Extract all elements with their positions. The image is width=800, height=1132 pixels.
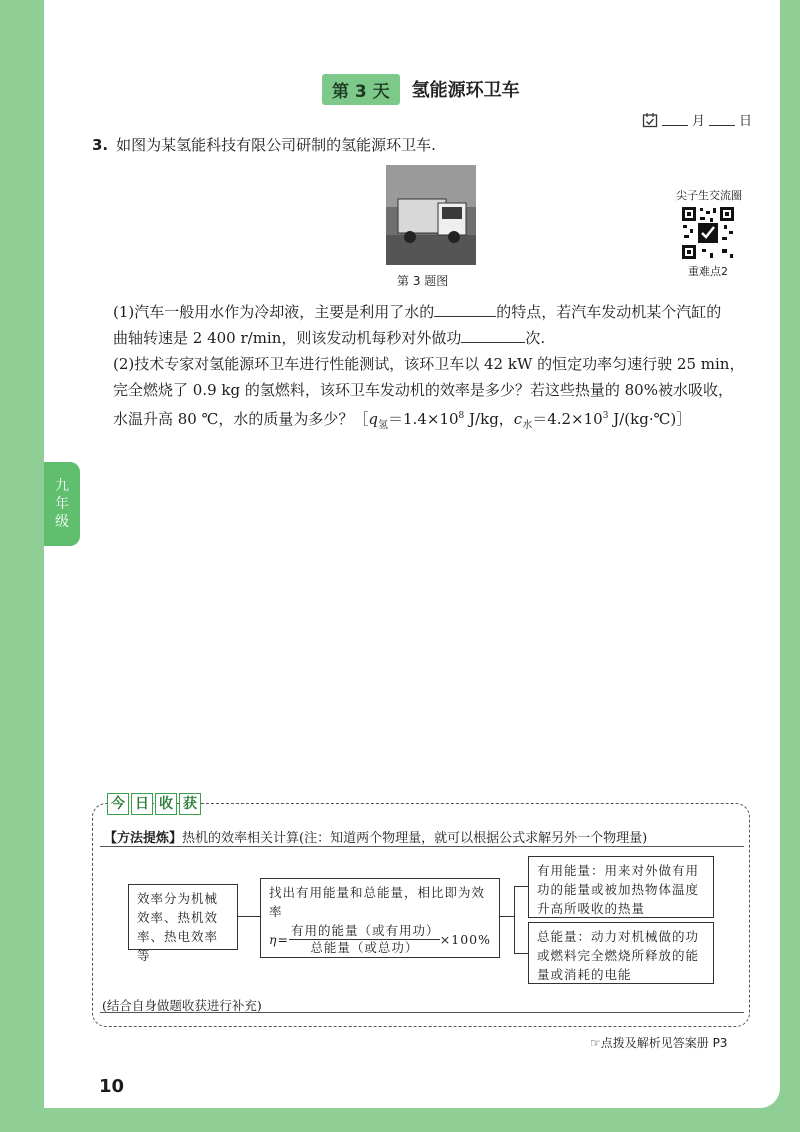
useful-energy-box: 有用能量：用来对外做有用功的能量或被加热物体温度升高所吸收的热量 — [528, 856, 714, 918]
part2-line2: 完全燃烧了 0.9 kg 的氢燃料，该环卫车发动机的效率是多少？若这些热量的 80%被水吸收， — [113, 381, 733, 399]
bracket-connector — [514, 886, 529, 954]
divider — [100, 1012, 744, 1013]
fraction — [289, 923, 440, 956]
question-intro-text: 如图为某氢能科技有限公司研制的氢能源环卫车. — [116, 136, 436, 154]
grade-char: 级 — [55, 514, 69, 530]
c-unit: J/(kg·℃)］ — [608, 410, 692, 428]
efficiency-types-box: 效率分为机械效率、热机效率、热电效率等 — [128, 884, 238, 950]
question-intro — [92, 134, 436, 155]
page-header — [322, 74, 520, 104]
part2-line3 — [113, 405, 691, 437]
q-subscript: 氢 — [378, 420, 389, 431]
grade-char: 九 — [55, 478, 69, 494]
c-subscript: 水 — [522, 420, 533, 431]
method-tag: 【方法提炼】 — [104, 831, 183, 846]
c-symbol: c — [513, 410, 523, 428]
divider — [100, 846, 744, 847]
q-symbol: q — [368, 410, 379, 428]
grade-side-tab — [44, 462, 80, 546]
page-number: 10 — [99, 1076, 125, 1097]
part1-text-a: (1)汽车一般用水作为冷却液，主要是利用了水的 — [113, 303, 435, 321]
label-char: 今 — [107, 793, 129, 815]
eta-symbol: η= — [269, 932, 289, 947]
q-exponent: 8 — [458, 411, 465, 421]
percent-factor: ×100% — [439, 932, 491, 947]
grade-char: 年 — [55, 496, 69, 512]
connector — [238, 916, 260, 917]
supplement-note: (结合自身做题收获进行补充) — [102, 998, 262, 1013]
day-badge: 第 3 天 — [322, 74, 400, 105]
fraction-numerator: 有用的能量（或有用功） — [290, 923, 440, 938]
answer-reference: ☞点拨及解析见答案册 P3 — [590, 1036, 728, 1050]
label-char: 收 — [155, 793, 177, 815]
fraction-denominator: 总能量（或总功） — [310, 940, 419, 955]
c-exponent: 3 — [602, 411, 609, 421]
formula-box — [260, 878, 500, 958]
q-value: ＝1.4×10 — [388, 410, 459, 428]
q-unit: J/kg， — [464, 410, 514, 428]
formula-intro: 找出有用能量和总能量，相比即为效率 — [269, 885, 486, 919]
question-number: 3. — [92, 136, 109, 154]
day-label: 日 — [739, 114, 753, 129]
part1-line1 — [113, 300, 721, 323]
total-energy-box: 总能量：动力对机械做的功或燃料完全燃烧所释放的能量或消耗的电能 — [528, 922, 714, 984]
today-harvest-label — [107, 793, 201, 815]
figure-caption: 第 3 题图 — [397, 274, 449, 288]
connector — [500, 916, 514, 917]
label-char: 日 — [131, 793, 153, 815]
c-value: ＝4.2×10 — [532, 410, 603, 428]
part2-line1: (2)技术专家对氢能源环卫车进行性能测试，该环卫车以 42 kW 的恒定功率匀速行驶 25 min， — [113, 355, 745, 373]
part1-text-d: 次. — [525, 329, 546, 347]
answer-blank-1[interactable] — [434, 300, 496, 317]
qr-caption: 重难点2 — [688, 265, 728, 278]
label-char: 获 — [179, 793, 201, 815]
page-title: 氢能源环卫车 — [411, 80, 520, 101]
part1-text-c: 曲轴转速是 2 400 r/min，则该发动机每秒对外做功 — [113, 329, 462, 347]
day-blank[interactable] — [709, 113, 735, 126]
part1-text-b: 的特点，若汽车发动机某个汽缸的 — [496, 303, 722, 321]
qr-code-icon[interactable] — [680, 205, 736, 261]
month-blank[interactable] — [662, 113, 688, 126]
calendar-check-icon — [642, 112, 658, 128]
method-line — [104, 827, 647, 846]
qr-title: 尖子生交流圈 — [676, 189, 742, 202]
truck-photo — [386, 165, 476, 265]
part1-line2 — [113, 326, 545, 349]
part2-text: 水温升高 80 ℃，水的质量为多少？［ — [113, 410, 369, 428]
formula — [269, 923, 491, 956]
date-line — [642, 110, 752, 129]
month-label: 月 — [692, 114, 706, 129]
answer-blank-2[interactable] — [461, 326, 525, 343]
method-text: 热机的效率相关计算(注：知道两个物理量，就可以根据公式求解另外一个物理量) — [182, 831, 648, 846]
